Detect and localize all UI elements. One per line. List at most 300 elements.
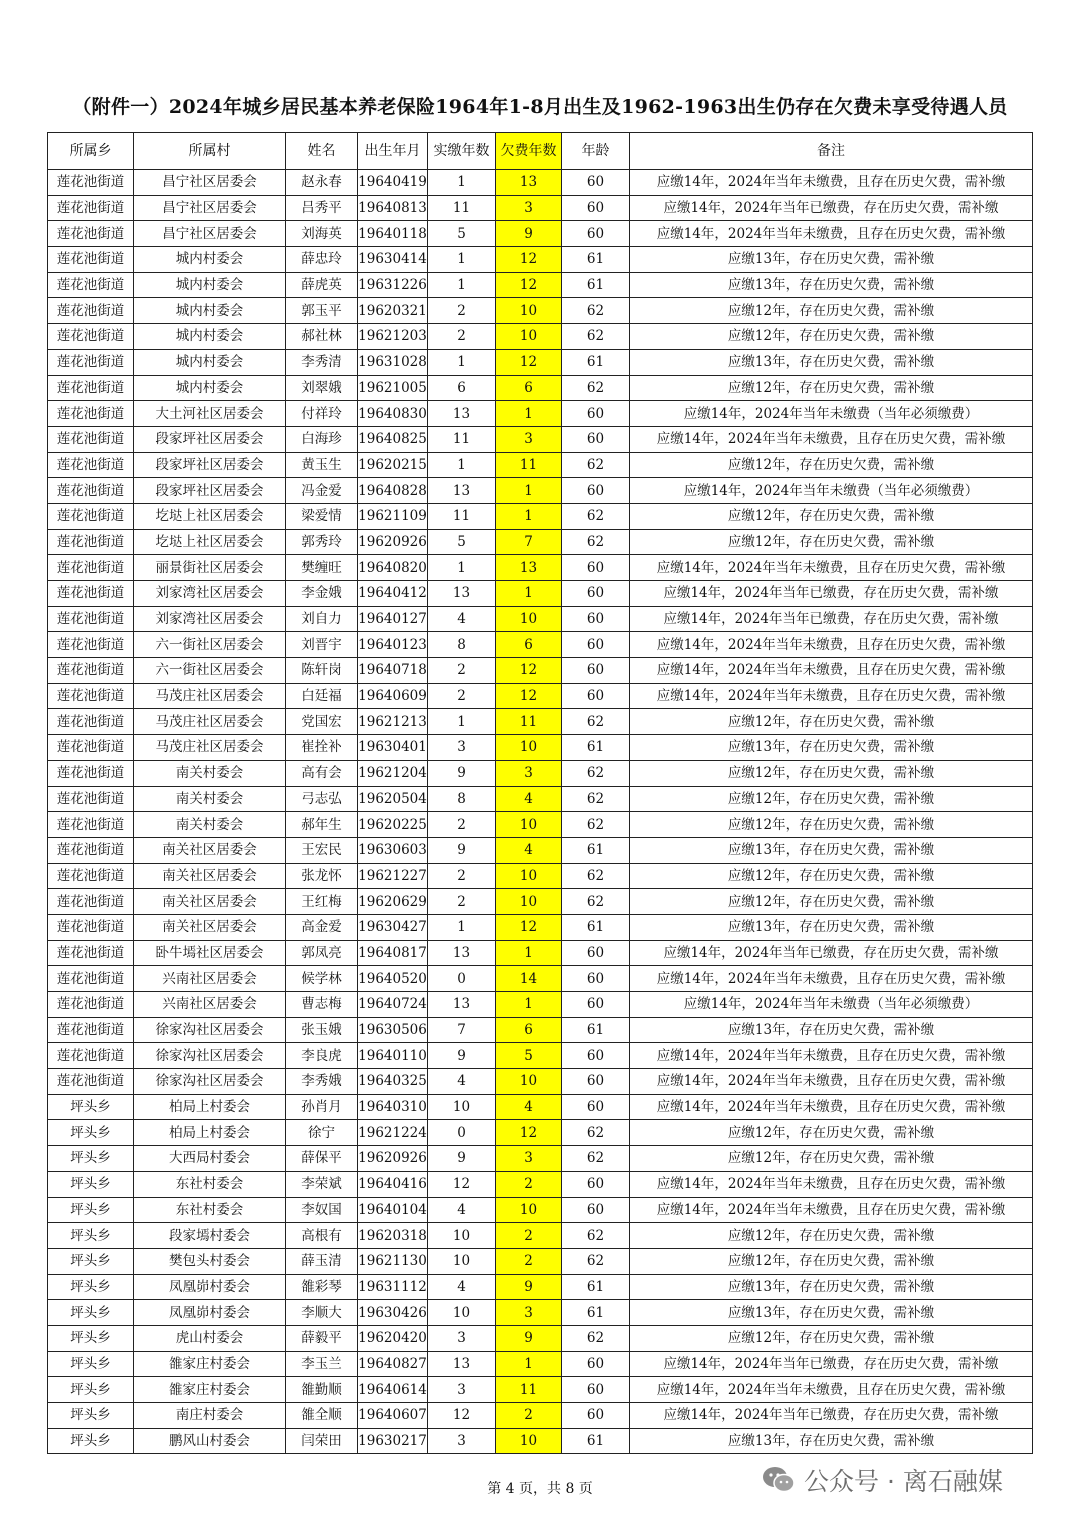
cell-age: 60 bbox=[562, 1171, 630, 1197]
cell-name: 闫荣田 bbox=[286, 1428, 358, 1454]
cell-birth-date: 19640830 bbox=[358, 401, 428, 427]
cell-name: 樊缠旺 bbox=[286, 555, 358, 581]
cell-age: 61 bbox=[562, 349, 630, 375]
cell-remarks: 应缴14年，2024年当年已缴费，存在历史欠费，需补缴 bbox=[630, 1403, 1033, 1429]
header-name: 姓名 bbox=[286, 133, 358, 170]
table-row bbox=[48, 863, 1033, 889]
cell-village: 南关社区居委会 bbox=[134, 837, 286, 863]
cell-age: 60 bbox=[562, 658, 630, 684]
cell-remarks: 应缴12年，存在历史欠费，需补缴 bbox=[630, 812, 1033, 838]
cell-remarks: 应缴12年，存在历史欠费，需补缴 bbox=[630, 1146, 1033, 1172]
cell-years-owed: 3 bbox=[496, 1300, 562, 1326]
cell-birth-date: 19620215 bbox=[358, 452, 428, 478]
cell-years-owed: 2 bbox=[496, 1248, 562, 1274]
table-row bbox=[48, 966, 1033, 992]
cell-township: 莲花池街道 bbox=[48, 992, 134, 1018]
cell-years-paid: 6 bbox=[428, 375, 496, 401]
cell-remarks: 应缴12年，存在历史欠费，需补缴 bbox=[630, 1120, 1033, 1146]
cell-years-paid: 8 bbox=[428, 632, 496, 658]
cell-name: 高金爱 bbox=[286, 914, 358, 940]
cell-village: 徐家沟社区居委会 bbox=[134, 1017, 286, 1043]
cell-birth-date: 19640614 bbox=[358, 1377, 428, 1403]
cell-years-paid: 2 bbox=[428, 298, 496, 324]
cell-name: 弓志弘 bbox=[286, 786, 358, 812]
table-row bbox=[48, 709, 1033, 735]
table-row bbox=[48, 426, 1033, 452]
header-village: 所属村 bbox=[134, 133, 286, 170]
cell-birth-date: 19621204 bbox=[358, 760, 428, 786]
cell-township: 坪头乡 bbox=[48, 1403, 134, 1429]
cell-name: 薛忠玲 bbox=[286, 247, 358, 273]
cell-age: 62 bbox=[562, 324, 630, 350]
cell-village: 柏局上村委会 bbox=[134, 1094, 286, 1120]
cell-birth-date: 19631028 bbox=[358, 349, 428, 375]
cell-village: 城内村委会 bbox=[134, 298, 286, 324]
cell-years-paid: 13 bbox=[428, 940, 496, 966]
cell-years-owed: 2 bbox=[496, 1223, 562, 1249]
cell-name: 候学林 bbox=[286, 966, 358, 992]
cell-years-paid: 3 bbox=[428, 1325, 496, 1351]
cell-remarks: 应缴14年，2024年当年未缴费（当年必须缴费） bbox=[630, 401, 1033, 427]
cell-village: 城内村委会 bbox=[134, 272, 286, 298]
cell-village: 凤凰峁村委会 bbox=[134, 1274, 286, 1300]
cell-name: 徐宁 bbox=[286, 1120, 358, 1146]
cell-age: 60 bbox=[562, 966, 630, 992]
table-row bbox=[48, 1274, 1033, 1300]
cell-age: 61 bbox=[562, 1428, 630, 1454]
cell-years-owed: 13 bbox=[496, 555, 562, 581]
cell-village: 卧牛墕社区居委会 bbox=[134, 940, 286, 966]
table-row bbox=[48, 1043, 1033, 1069]
cell-name: 薛玉清 bbox=[286, 1248, 358, 1274]
table-row bbox=[48, 658, 1033, 684]
cell-years-paid: 1 bbox=[428, 349, 496, 375]
document-title: （附件一）2024年城乡居民基本养老保险1964年1-8月出生及1962-1963出生仍存在欠费未享受待遇人员 bbox=[72, 96, 1008, 118]
cell-years-paid: 13 bbox=[428, 581, 496, 607]
cell-years-owed: 1 bbox=[496, 581, 562, 607]
cell-birth-date: 19640813 bbox=[358, 195, 428, 221]
cell-name: 郝社林 bbox=[286, 324, 358, 350]
cell-years-paid: 10 bbox=[428, 1223, 496, 1249]
cell-years-owed: 11 bbox=[496, 452, 562, 478]
cell-remarks: 应缴14年，2024年当年已缴费，存在历史欠费，需补缴 bbox=[630, 581, 1033, 607]
cell-remarks: 应缴13年，存在历史欠费，需补缴 bbox=[630, 1274, 1033, 1300]
cell-age: 62 bbox=[562, 709, 630, 735]
cell-name: 冯金爱 bbox=[286, 478, 358, 504]
cell-village: 东社村委会 bbox=[134, 1171, 286, 1197]
table-row bbox=[48, 452, 1033, 478]
cell-birth-date: 19630401 bbox=[358, 735, 428, 761]
table-row bbox=[48, 735, 1033, 761]
table-row bbox=[48, 1120, 1033, 1146]
watermark-text: 公众号 · 离石融媒 bbox=[804, 1467, 1003, 1496]
cell-birth-date: 19620225 bbox=[358, 812, 428, 838]
cell-birth-date: 19621213 bbox=[358, 709, 428, 735]
table-row bbox=[48, 247, 1033, 273]
page-footer: 第 4 页，共 8 页 bbox=[487, 1481, 593, 1497]
table-row bbox=[48, 940, 1033, 966]
cell-years-paid: 1 bbox=[428, 247, 496, 273]
table-row bbox=[48, 889, 1033, 915]
cell-age: 62 bbox=[562, 812, 630, 838]
cell-birth-date: 19640828 bbox=[358, 478, 428, 504]
cell-age: 60 bbox=[562, 195, 630, 221]
cell-name: 郭秀玲 bbox=[286, 529, 358, 555]
cell-years-paid: 7 bbox=[428, 1017, 496, 1043]
cell-years-paid: 0 bbox=[428, 966, 496, 992]
cell-years-owed: 4 bbox=[496, 786, 562, 812]
cell-township: 莲花池街道 bbox=[48, 221, 134, 247]
cell-birth-date: 19630603 bbox=[358, 837, 428, 863]
cell-name: 白海珍 bbox=[286, 426, 358, 452]
cell-years-paid: 1 bbox=[428, 709, 496, 735]
table-row bbox=[48, 1300, 1033, 1326]
cell-years-paid: 3 bbox=[428, 1377, 496, 1403]
cell-years-owed: 2 bbox=[496, 1403, 562, 1429]
cell-township: 莲花池街道 bbox=[48, 170, 134, 196]
cell-birth-date: 19640123 bbox=[358, 632, 428, 658]
table-row bbox=[48, 837, 1033, 863]
cell-remarks: 应缴12年，存在历史欠费，需补缴 bbox=[630, 863, 1033, 889]
cell-township: 莲花池街道 bbox=[48, 349, 134, 375]
cell-village: 城内村委会 bbox=[134, 349, 286, 375]
cell-township: 莲花池街道 bbox=[48, 1069, 134, 1095]
table-header-row bbox=[48, 133, 1033, 170]
cell-age: 61 bbox=[562, 914, 630, 940]
cell-remarks: 应缴12年，存在历史欠费，需补缴 bbox=[630, 760, 1033, 786]
cell-remarks: 应缴14年，2024年当年未缴费，且存在历史欠费，需补缴 bbox=[630, 555, 1033, 581]
table-row bbox=[48, 786, 1033, 812]
cell-remarks: 应缴14年，2024年当年未缴费，且存在历史欠费，需补缴 bbox=[630, 966, 1033, 992]
cell-township: 坪头乡 bbox=[48, 1274, 134, 1300]
cell-name: 曹志梅 bbox=[286, 992, 358, 1018]
cell-village: 丽景街社区居委会 bbox=[134, 555, 286, 581]
cell-birth-date: 19621224 bbox=[358, 1120, 428, 1146]
cell-birth-date: 19640325 bbox=[358, 1069, 428, 1095]
cell-years-owed: 1 bbox=[496, 401, 562, 427]
table-row bbox=[48, 581, 1033, 607]
cell-years-owed: 9 bbox=[496, 1325, 562, 1351]
cell-years-paid: 13 bbox=[428, 992, 496, 1018]
table-row bbox=[48, 1248, 1033, 1274]
cell-birth-date: 19621109 bbox=[358, 503, 428, 529]
cell-name: 郝年生 bbox=[286, 812, 358, 838]
cell-years-owed: 10 bbox=[496, 298, 562, 324]
table-row bbox=[48, 1325, 1033, 1351]
arrears-table bbox=[47, 132, 1033, 1454]
cell-remarks: 应缴13年，存在历史欠费，需补缴 bbox=[630, 1300, 1033, 1326]
cell-village: 马茂庄社区居委会 bbox=[134, 735, 286, 761]
header-birth-date: 出生年月 bbox=[358, 133, 428, 170]
cell-name: 崔拴补 bbox=[286, 735, 358, 761]
cell-years-owed: 1 bbox=[496, 503, 562, 529]
cell-years-owed: 3 bbox=[496, 1146, 562, 1172]
cell-age: 61 bbox=[562, 1017, 630, 1043]
cell-village: 南关社区居委会 bbox=[134, 863, 286, 889]
cell-age: 61 bbox=[562, 1274, 630, 1300]
cell-name: 党国宏 bbox=[286, 709, 358, 735]
cell-name: 张龙怀 bbox=[286, 863, 358, 889]
cell-name: 王红梅 bbox=[286, 889, 358, 915]
cell-age: 61 bbox=[562, 837, 630, 863]
table-row bbox=[48, 992, 1033, 1018]
table-row bbox=[48, 324, 1033, 350]
cell-township: 莲花池街道 bbox=[48, 375, 134, 401]
cell-township: 莲花池街道 bbox=[48, 863, 134, 889]
wechat-icon bbox=[762, 1465, 796, 1495]
cell-name: 孙肖月 bbox=[286, 1094, 358, 1120]
cell-remarks: 应缴14年，2024年当年未缴费，且存在历史欠费，需补缴 bbox=[630, 1171, 1033, 1197]
cell-years-paid: 10 bbox=[428, 1248, 496, 1274]
cell-village: 东社村委会 bbox=[134, 1197, 286, 1223]
cell-village: 段家坪社区居委会 bbox=[134, 478, 286, 504]
cell-township: 坪头乡 bbox=[48, 1428, 134, 1454]
cell-name: 李秀清 bbox=[286, 349, 358, 375]
cell-village: 刘家湾社区居委会 bbox=[134, 606, 286, 632]
table-row bbox=[48, 195, 1033, 221]
cell-township: 莲花池街道 bbox=[48, 555, 134, 581]
cell-birth-date: 19640718 bbox=[358, 658, 428, 684]
cell-years-paid: 13 bbox=[428, 401, 496, 427]
cell-village: 城内村委会 bbox=[134, 247, 286, 273]
table-row bbox=[48, 1171, 1033, 1197]
cell-village: 雒家庄村委会 bbox=[134, 1351, 286, 1377]
cell-years-paid: 12 bbox=[428, 1403, 496, 1429]
cell-village: 段家坪社区居委会 bbox=[134, 452, 286, 478]
cell-name: 吕秀平 bbox=[286, 195, 358, 221]
cell-age: 60 bbox=[562, 606, 630, 632]
cell-birth-date: 19630426 bbox=[358, 1300, 428, 1326]
cell-township: 莲花池街道 bbox=[48, 324, 134, 350]
cell-years-owed: 3 bbox=[496, 195, 562, 221]
header-township: 所属乡 bbox=[48, 133, 134, 170]
cell-remarks: 应缴13年，存在历史欠费，需补缴 bbox=[630, 1428, 1033, 1454]
cell-age: 62 bbox=[562, 1146, 630, 1172]
cell-name: 高根有 bbox=[286, 1223, 358, 1249]
cell-age: 62 bbox=[562, 1223, 630, 1249]
cell-township: 坪头乡 bbox=[48, 1171, 134, 1197]
cell-age: 62 bbox=[562, 863, 630, 889]
cell-remarks: 应缴14年，2024年当年未缴费，且存在历史欠费，需补缴 bbox=[630, 1377, 1033, 1403]
cell-township: 坪头乡 bbox=[48, 1300, 134, 1326]
cell-township: 莲花池街道 bbox=[48, 837, 134, 863]
cell-village: 圪垯上社区居委会 bbox=[134, 503, 286, 529]
cell-township: 莲花池街道 bbox=[48, 478, 134, 504]
cell-age: 62 bbox=[562, 1120, 630, 1146]
cell-township: 莲花池街道 bbox=[48, 914, 134, 940]
cell-age: 62 bbox=[562, 529, 630, 555]
header-years-paid: 实缴年数 bbox=[428, 133, 496, 170]
cell-birth-date: 19640127 bbox=[358, 606, 428, 632]
cell-years-owed: 11 bbox=[496, 1377, 562, 1403]
cell-years-paid: 11 bbox=[428, 426, 496, 452]
cell-years-paid: 2 bbox=[428, 683, 496, 709]
cell-name: 刘海英 bbox=[286, 221, 358, 247]
cell-years-paid: 3 bbox=[428, 1428, 496, 1454]
cell-age: 60 bbox=[562, 1043, 630, 1069]
cell-name: 薛虎英 bbox=[286, 272, 358, 298]
cell-birth-date: 19640724 bbox=[358, 992, 428, 1018]
cell-birth-date: 19620629 bbox=[358, 889, 428, 915]
cell-years-paid: 1 bbox=[428, 914, 496, 940]
table-row bbox=[48, 606, 1033, 632]
table-row bbox=[48, 272, 1033, 298]
cell-village: 马茂庄社区居委会 bbox=[134, 709, 286, 735]
cell-age: 60 bbox=[562, 683, 630, 709]
cell-years-paid: 10 bbox=[428, 1300, 496, 1326]
cell-years-owed: 10 bbox=[496, 863, 562, 889]
cell-name: 李秀娥 bbox=[286, 1069, 358, 1095]
cell-remarks: 应缴14年，2024年当年未缴费，且存在历史欠费，需补缴 bbox=[630, 170, 1033, 196]
cell-township: 莲花池街道 bbox=[48, 529, 134, 555]
table-row bbox=[48, 298, 1033, 324]
cell-remarks: 应缴13年，存在历史欠费，需补缴 bbox=[630, 1017, 1033, 1043]
cell-years-owed: 10 bbox=[496, 812, 562, 838]
cell-years-paid: 11 bbox=[428, 195, 496, 221]
cell-name: 黄玉生 bbox=[286, 452, 358, 478]
table-body bbox=[48, 170, 1033, 1454]
table-row bbox=[48, 478, 1033, 504]
cell-township: 莲花池街道 bbox=[48, 247, 134, 273]
cell-birth-date: 19640416 bbox=[358, 1171, 428, 1197]
cell-remarks: 应缴14年，2024年当年已缴费，存在历史欠费，需补缴 bbox=[630, 1351, 1033, 1377]
cell-years-owed: 5 bbox=[496, 1043, 562, 1069]
cell-township: 坪头乡 bbox=[48, 1377, 134, 1403]
table-row bbox=[48, 812, 1033, 838]
table-row bbox=[48, 555, 1033, 581]
cell-years-paid: 10 bbox=[428, 1094, 496, 1120]
table-row bbox=[48, 170, 1033, 196]
cell-name: 白廷福 bbox=[286, 683, 358, 709]
cell-birth-date: 19640419 bbox=[358, 170, 428, 196]
header-remarks: 备注 bbox=[630, 133, 1033, 170]
cell-age: 60 bbox=[562, 581, 630, 607]
cell-name: 郭玉平 bbox=[286, 298, 358, 324]
cell-village: 南关村委会 bbox=[134, 812, 286, 838]
cell-township: 莲花池街道 bbox=[48, 195, 134, 221]
cell-remarks: 应缴14年，2024年当年已缴费，存在历史欠费，需补缴 bbox=[630, 606, 1033, 632]
cell-township: 莲花池街道 bbox=[48, 452, 134, 478]
cell-remarks: 应缴12年，存在历史欠费，需补缴 bbox=[630, 298, 1033, 324]
cell-village: 六一街社区居委会 bbox=[134, 658, 286, 684]
cell-village: 南关村委会 bbox=[134, 786, 286, 812]
cell-years-paid: 3 bbox=[428, 735, 496, 761]
cell-remarks: 应缴12年，存在历史欠费，需补缴 bbox=[630, 709, 1033, 735]
cell-age: 62 bbox=[562, 786, 630, 812]
cell-village: 马茂庄社区居委会 bbox=[134, 683, 286, 709]
cell-township: 莲花池街道 bbox=[48, 658, 134, 684]
cell-township: 莲花池街道 bbox=[48, 709, 134, 735]
cell-birth-date: 19630506 bbox=[358, 1017, 428, 1043]
cell-birth-date: 19630217 bbox=[358, 1428, 428, 1454]
cell-years-owed: 10 bbox=[496, 606, 562, 632]
cell-remarks: 应缴12年，存在历史欠费，需补缴 bbox=[630, 503, 1033, 529]
cell-remarks: 应缴14年，2024年当年未缴费，且存在历史欠费，需补缴 bbox=[630, 632, 1033, 658]
table-row bbox=[48, 914, 1033, 940]
cell-birth-date: 19620318 bbox=[358, 1223, 428, 1249]
cell-remarks: 应缴12年，存在历史欠费，需补缴 bbox=[630, 529, 1033, 555]
cell-township: 莲花池街道 bbox=[48, 966, 134, 992]
cell-age: 62 bbox=[562, 375, 630, 401]
cell-years-paid: 4 bbox=[428, 606, 496, 632]
table-row bbox=[48, 1223, 1033, 1249]
cell-name: 高有会 bbox=[286, 760, 358, 786]
cell-remarks: 应缴13年，存在历史欠费，需补缴 bbox=[630, 272, 1033, 298]
cell-birth-date: 19640820 bbox=[358, 555, 428, 581]
cell-birth-date: 19640817 bbox=[358, 940, 428, 966]
cell-township: 莲花池街道 bbox=[48, 272, 134, 298]
cell-remarks: 应缴12年，存在历史欠费，需补缴 bbox=[630, 452, 1033, 478]
cell-years-owed: 13 bbox=[496, 170, 562, 196]
cell-village: 六一街社区居委会 bbox=[134, 632, 286, 658]
cell-years-paid: 2 bbox=[428, 324, 496, 350]
cell-age: 60 bbox=[562, 426, 630, 452]
table-row bbox=[48, 1428, 1033, 1454]
cell-village: 段家坪社区居委会 bbox=[134, 426, 286, 452]
cell-remarks: 应缴14年，2024年当年未缴费，且存在历史欠费，需补缴 bbox=[630, 426, 1033, 452]
cell-years-paid: 1 bbox=[428, 555, 496, 581]
cell-township: 莲花池街道 bbox=[48, 606, 134, 632]
table-row bbox=[48, 401, 1033, 427]
cell-name: 李顺大 bbox=[286, 1300, 358, 1326]
cell-birth-date: 19640110 bbox=[358, 1043, 428, 1069]
cell-birth-date: 19621130 bbox=[358, 1248, 428, 1274]
table-row bbox=[48, 632, 1033, 658]
cell-birth-date: 19630414 bbox=[358, 247, 428, 273]
cell-years-owed: 12 bbox=[496, 658, 562, 684]
cell-remarks: 应缴14年，2024年当年未缴费，且存在历史欠费，需补缴 bbox=[630, 1069, 1033, 1095]
table-row bbox=[48, 1017, 1033, 1043]
table-row bbox=[48, 1351, 1033, 1377]
cell-name: 薛毅平 bbox=[286, 1325, 358, 1351]
table-row bbox=[48, 1377, 1033, 1403]
cell-years-owed: 3 bbox=[496, 760, 562, 786]
cell-township: 莲花池街道 bbox=[48, 683, 134, 709]
cell-remarks: 应缴12年，存在历史欠费，需补缴 bbox=[630, 1248, 1033, 1274]
cell-years-owed: 1 bbox=[496, 992, 562, 1018]
cell-village: 柏局上村委会 bbox=[134, 1120, 286, 1146]
cell-years-paid: 1 bbox=[428, 170, 496, 196]
cell-township: 坪头乡 bbox=[48, 1223, 134, 1249]
cell-age: 62 bbox=[562, 452, 630, 478]
cell-age: 60 bbox=[562, 401, 630, 427]
cell-remarks: 应缴14年，2024年当年未缴费，且存在历史欠费，需补缴 bbox=[630, 221, 1033, 247]
cell-years-paid: 0 bbox=[428, 1120, 496, 1146]
cell-years-paid: 9 bbox=[428, 760, 496, 786]
cell-years-paid: 13 bbox=[428, 1351, 496, 1377]
cell-birth-date: 19631226 bbox=[358, 272, 428, 298]
cell-village: 刘家湾社区居委会 bbox=[134, 581, 286, 607]
cell-age: 60 bbox=[562, 632, 630, 658]
cell-birth-date: 19640118 bbox=[358, 221, 428, 247]
cell-years-paid: 13 bbox=[428, 478, 496, 504]
cell-village: 南关社区居委会 bbox=[134, 889, 286, 915]
cell-years-owed: 1 bbox=[496, 478, 562, 504]
cell-years-paid: 2 bbox=[428, 658, 496, 684]
cell-age: 61 bbox=[562, 272, 630, 298]
cell-township: 莲花池街道 bbox=[48, 426, 134, 452]
cell-remarks: 应缴13年，存在历史欠费，需补缴 bbox=[630, 837, 1033, 863]
table-row bbox=[48, 529, 1033, 555]
cell-township: 莲花池街道 bbox=[48, 1043, 134, 1069]
cell-years-paid: 1 bbox=[428, 452, 496, 478]
cell-years-owed: 10 bbox=[496, 1197, 562, 1223]
cell-township: 坪头乡 bbox=[48, 1351, 134, 1377]
cell-remarks: 应缴14年，2024年当年未缴费，且存在历史欠费，需补缴 bbox=[630, 1043, 1033, 1069]
cell-years-owed: 10 bbox=[496, 735, 562, 761]
cell-years-paid: 12 bbox=[428, 1171, 496, 1197]
cell-years-owed: 10 bbox=[496, 324, 562, 350]
